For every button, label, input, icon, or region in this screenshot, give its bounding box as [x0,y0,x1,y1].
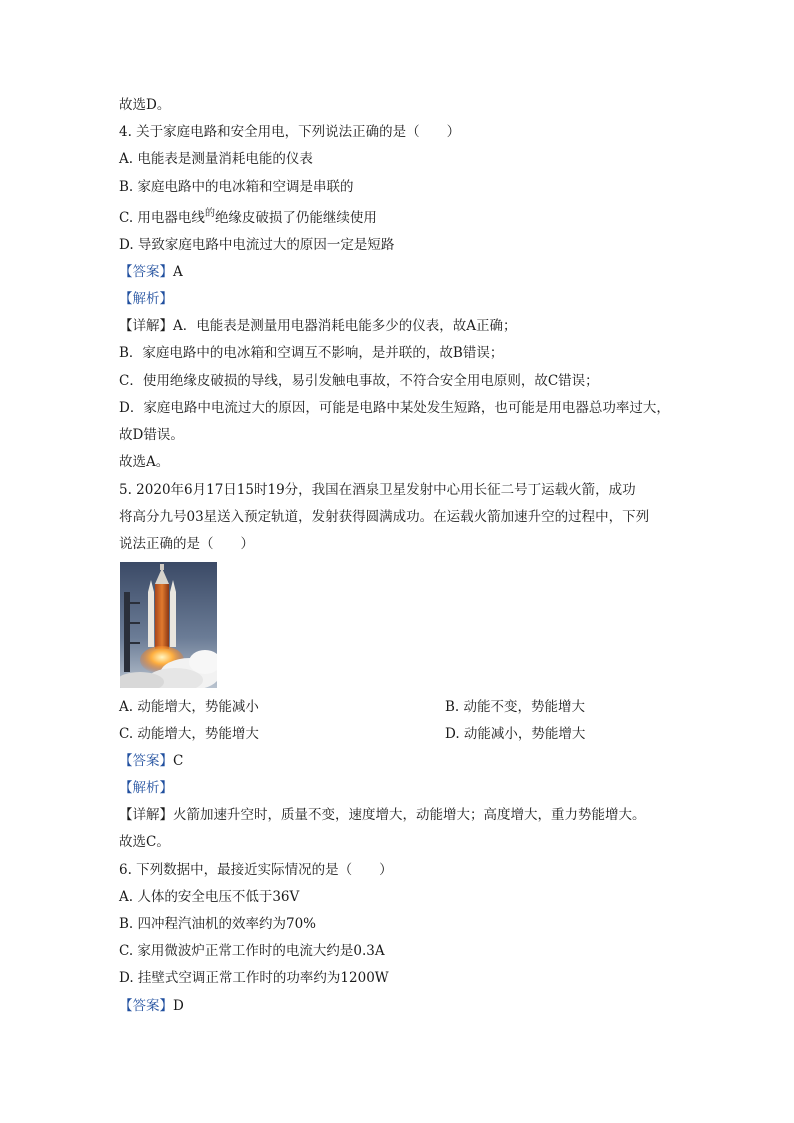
detail-tag: 【详解】 [119,807,173,823]
question-5-option-b: B. 动能不变，势能增大 [445,699,586,715]
question-5-pick: 故选C。 [119,834,170,850]
question-5-analysis-tag [119,779,173,797]
question-5-answer [119,752,183,770]
answer-value: D [173,998,184,1014]
question-5-stem-2: 将高分九号03星送入预定轨道，发射获得圆满成功。在运载火箭加速升空的过程中，下列 [119,509,650,525]
question-5-stem-1: 5. 2020年6月17日15时19分，我国在酒泉卫星发射中心用长征二号丁运载火箭，成功 [119,482,636,498]
question-5-option-d: D. 动能减小，势能增大 [445,726,586,742]
analysis-tag: 【解析】 [119,291,173,307]
question-5-detail-1 [119,806,646,824]
question-6-option-d: D. 挂壁式空调正常工作时的功率约为1200W [119,970,389,986]
question-4-option-a: A. 电能表是测量消耗电能的仪表 [119,151,313,167]
rocket-icon [120,562,217,688]
question-5-option-a: A. 动能增大，势能减小 [119,699,259,715]
question-6-option-a: A. 人体的安全电压不低于36V [119,889,300,905]
question-5-option-c: C. 动能增大，势能增大 [119,726,259,742]
detail-text: A．电能表是测量用电器消耗电能多少的仪表，故A正确； [173,318,517,334]
answer-value: C [173,753,184,769]
analysis-tag: 【解析】 [119,780,173,796]
option-c-superscript: 的 [204,208,215,219]
question-4-option-b: B. 家庭电路中的电冰箱和空调是串联的 [119,179,354,195]
answer-tag: 【答案】 [119,998,173,1014]
question-4-stem: 4. 关于家庭电路和安全用电，下列说法正确的是（ ） [119,124,461,140]
question-4-option-c [119,209,377,229]
question-4-detail-3: C．使用绝缘皮破损的导线，易引发触电事故，不符合安全用电原则，故C错误； [119,373,599,389]
question-4-analysis-tag [119,290,173,308]
detail-text: 火箭加速升空时，质量不变，速度增大，动能增大；高度增大，重力势能增大。 [173,807,646,823]
question-4-detail-2: B．家庭电路中的电冰箱和空调互不影响，是并联的，故B错误； [119,345,504,361]
answer-tag: 【答案】 [119,264,173,280]
option-c-text-a: C. 用电器电线 [119,210,205,226]
question-4-detail-1 [119,317,517,335]
question-6-answer [119,997,184,1015]
question-4-detail-5: 故D错误。 [119,427,184,443]
detail-tag: 【详解】 [119,318,173,334]
option-c-text-b: 绝缘皮破损了仍能继续使用 [214,210,377,226]
question-6-stem: 6. 下列数据中，最接近实际情况的是（ ） [119,862,393,878]
question-5-stem-3: 说法正确的是（ ） [119,536,254,552]
question-4-answer [119,263,183,281]
answer-value: A [173,264,183,280]
question-4-option-d: D. 导致家庭电路中电流过大的原因一定是短路 [119,237,395,253]
question-6-option-c: C. 家用微波炉正常工作时的电流大约是0.3A [119,943,385,959]
rocket-launch-image [120,562,217,688]
question-6-option-b: B. 四冲程汽油机的效率约为70% [119,916,317,932]
answer-tag: 【答案】 [119,753,173,769]
text-line: 故选D。 [119,97,171,113]
question-4-pick: 故选A。 [119,454,170,470]
question-4-detail-4: D．家庭电路中电流过大的原因，可能是电路中某处发生短路，也可能是用电器总功率过大， [119,400,670,416]
